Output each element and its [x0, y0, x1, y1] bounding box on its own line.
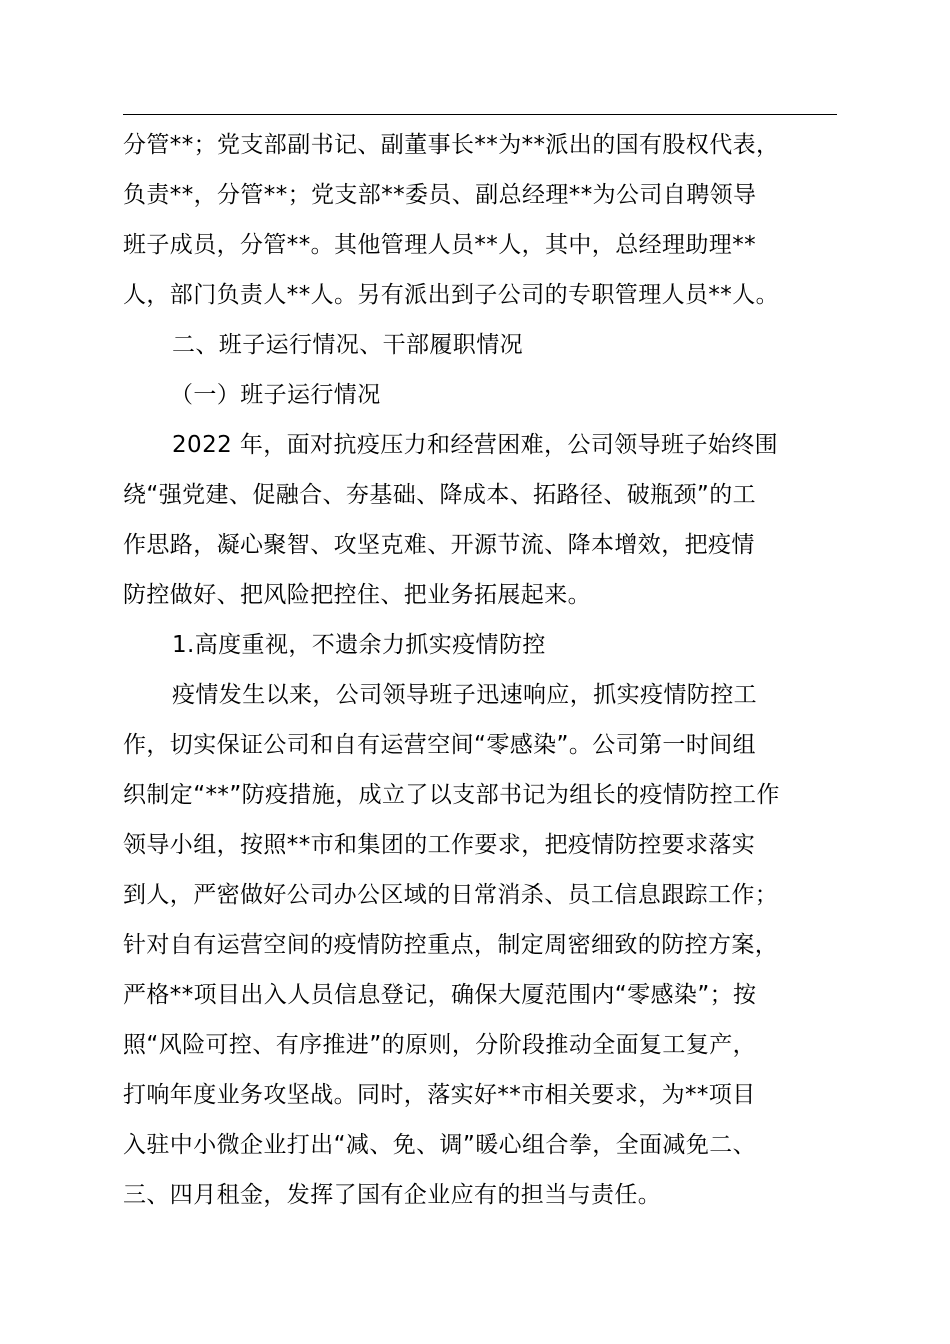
item-heading: 1.高度重视，不遗余力抓实疫情防控 — [172, 632, 546, 658]
paragraph-line-1: 分管**；党支部副书记、副董事长**为**派出的国有股权代表， — [123, 132, 780, 158]
paragraph-line-2: 负责**，分管**；党支部**委员、副总经理**为公司自聘领导 — [123, 182, 757, 208]
paragraph-line-18: 严格**项目出入人员信息登记，确保大厦范围内“零感染”；按 — [123, 982, 757, 1008]
paragraph-line-21: 入驻中小微企业打出“减、免、调”暖心组合拳，全面减免二、 — [123, 1132, 757, 1158]
header-rule — [123, 114, 837, 115]
paragraph-line-8: 绕“强党建、促融合、夯基础、降成本、拓路径、破瓶颈”的工 — [123, 482, 757, 508]
paragraph-line-22: 三、四月租金，发挥了国有企业应有的担当与责任。 — [123, 1182, 662, 1208]
paragraph-line-3: 班子成员，分管**。其他管理人员**人，其中，总经理助理** — [123, 232, 756, 258]
paragraph-line-9: 作思路，凝心聚智、攻坚克难、开源节流、降本增效，把疫情 — [123, 532, 755, 558]
paragraph-line-7: 2022 年，面对抗疫压力和经营困难，公司领导班子始终围 — [172, 432, 779, 458]
paragraph-line-16: 到人，严密做好公司办公区域的日常消杀、员工信息跟踪工作； — [123, 882, 779, 908]
paragraph-line-10: 防控做好、把风险把控住、把业务拓展起来。 — [123, 582, 591, 608]
paragraph-line-14: 织制定“**”防疫措施，成立了以支部书记为组长的疫情防控工作 — [123, 782, 780, 808]
paragraph-line-19: 照“风险可控、有序推进”的原则，分阶段推动全面复工复产， — [123, 1032, 757, 1058]
paragraph-line-4: 人，部门负责人**人。另有派出到子公司的专职管理人员**人。 — [123, 282, 779, 308]
paragraph-line-17: 针对自有运营空间的疫情防控重点，制定周密细致的防控方案， — [123, 932, 779, 958]
paragraph-line-13: 作，切实保证公司和自有运营空间“零感染”。公司第一时间组 — [123, 732, 757, 758]
paragraph-line-15: 领导小组，按照**市和集团的工作要求，把疫情防控要求落实 — [123, 832, 756, 858]
section-heading: 二、班子运行情况、干部履职情况 — [172, 332, 523, 358]
paragraph-line-12: 疫情发生以来，公司领导班子迅速响应，抓实疫情防控工 — [172, 682, 757, 708]
subsection-heading: （一）班子运行情况 — [170, 382, 381, 408]
paragraph-line-20: 打响年度业务攻坚战。同时，落实好**市相关要求，为**项目 — [123, 1082, 756, 1108]
